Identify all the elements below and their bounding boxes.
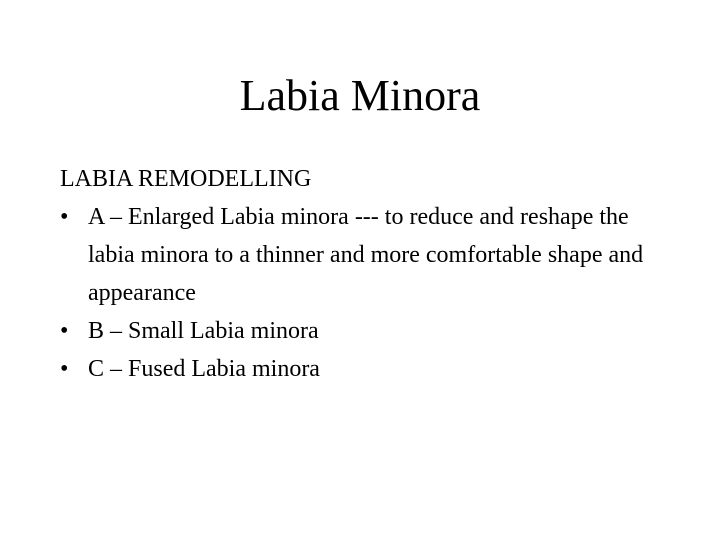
bullet-icon: • bbox=[60, 204, 69, 230]
bullet-icon: • bbox=[60, 318, 69, 344]
bullet-icon: • bbox=[60, 356, 69, 382]
bullet-item-b bbox=[60, 312, 660, 350]
bullet-item-c bbox=[60, 350, 660, 388]
bullet-text: B – Small Labia minora bbox=[88, 318, 319, 344]
slide-title: Labia Minora bbox=[239, 71, 481, 120]
bullet-item-a bbox=[60, 198, 660, 312]
section-heading: LABIA REMODELLING bbox=[60, 166, 312, 192]
bullet-list bbox=[60, 198, 660, 388]
bullet-text: A – Enlarged Labia minora --- to reduce and reshape the labia minora to a thinner and more comfortable shape and appearance bbox=[88, 204, 644, 306]
slide-body bbox=[60, 160, 660, 388]
bullet-text: C – Fused Labia minora bbox=[88, 356, 320, 382]
